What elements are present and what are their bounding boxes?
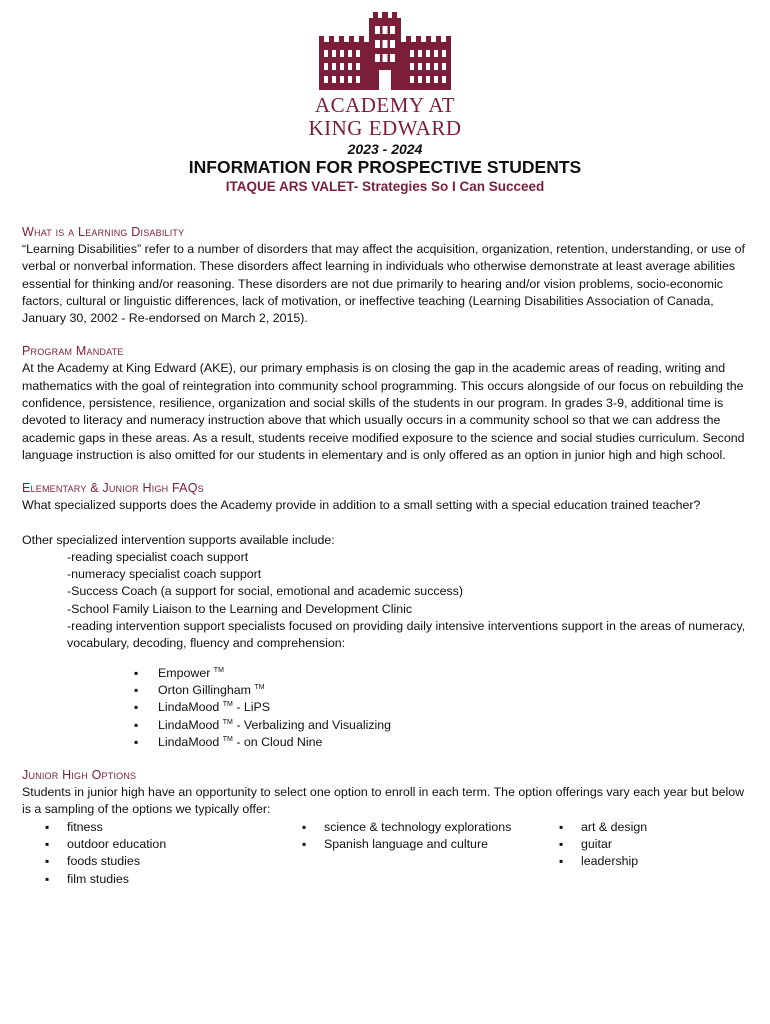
page-title: INFORMATION FOR PROSPECTIVE STUDENTS — [188, 157, 582, 177]
trademark-mark: TM — [254, 683, 265, 691]
logo-text-line1: ACADEMY AT — [314, 93, 456, 117]
list-item — [134, 734, 750, 751]
list-item: ▪ guitar — [559, 836, 749, 853]
options-column-3 — [559, 819, 749, 871]
list-item — [134, 699, 750, 716]
list-item — [134, 682, 750, 699]
faq-question: What specialized supports does the Academy provide in addition to a small setting with a special education trained teacher? — [22, 498, 701, 513]
list-item: ▪ fitness — [45, 819, 275, 836]
section-heading-options: Junior High Options — [22, 768, 137, 783]
options-columns — [22, 819, 750, 889]
list-item: -numeracy specialist coach support — [67, 567, 262, 582]
program-name: Orton Gillingham — [158, 682, 251, 697]
school-year: 2023 - 2024 — [347, 141, 423, 157]
list-item: ▪ Spanish language and culture — [302, 836, 532, 853]
program-suffix: - on Cloud Nine — [232, 734, 323, 749]
section-heading-program-mandate: Program Mandate — [22, 344, 124, 359]
list-item: ▪ science & technology explorations — [302, 819, 532, 836]
section-heading-faqs: Elementary & Junior High FAQs — [22, 481, 204, 496]
school-logo — [0, 12, 770, 158]
list-item: ▪ foods studies — [45, 853, 275, 870]
document-body — [22, 220, 750, 889]
intervention-programs-list — [22, 665, 750, 751]
options-column-1 — [45, 819, 275, 888]
options-paragraph: Students in junior high have an opportunity to select one option to enroll in each term. The option offerings vary each year but below is a sampling of the options we typically offer: — [22, 785, 745, 817]
program-name: Empower — [158, 665, 211, 680]
list-item: ▪ film studies — [45, 871, 275, 888]
list-item: ▪ leadership — [559, 853, 749, 870]
options-column-2 — [302, 819, 532, 854]
building-logo-icon — [315, 12, 455, 90]
supports-list — [22, 549, 750, 653]
list-item: -reading specialist coach support — [67, 549, 249, 564]
trademark-mark: TM — [222, 735, 233, 743]
spacer — [22, 515, 750, 532]
learning-disability-paragraph: “Learning Disabilities” refer to a number of disorders that may affect the acquisition, organization, retention, understanding, or use of verbal or nonverbal information. These disorders affect learning in individuals who otherwise demonstrate at least average abilities essential for thinking and/or reasoning. These disorders are not due primarily to hearing and/or vision problems, socio-economic factors, cultural or linguistic differences, lack of motivation, or ineffective teaching (Learning Disabilities Association of Canada, January 30, 2002 - Re-endorsed on March 2, 2015). — [22, 242, 745, 326]
trademark-mark: TM — [213, 666, 224, 674]
list-item: -School Family Liaison to the Learning and Development Clinic — [67, 601, 413, 616]
program-name: LindaMood — [158, 734, 220, 749]
program-name: LindaMood — [158, 700, 220, 715]
list-item: ▪ art & design — [559, 819, 749, 836]
trademark-mark: TM — [222, 718, 233, 726]
list-item: ▪ outdoor education — [45, 836, 275, 853]
list-item — [134, 717, 750, 734]
list-item: -reading intervention support specialists focused on providing daily intensive interventions support in the areas of numeracy, vocabulary, decoding, fluency and comprehension: — [67, 619, 746, 651]
list-item: -Success Coach (a support for social, emotional and academic success) — [67, 584, 463, 599]
program-suffix: - Verbalizing and Visualizing — [232, 717, 392, 732]
program-name: LindaMood — [158, 717, 220, 732]
section-heading-learning-disability: What is a Learning Disability — [22, 225, 185, 239]
list-item — [134, 665, 750, 682]
trademark-mark: TM — [222, 701, 233, 709]
logo-text-line2: KING EDWARD — [308, 116, 462, 140]
supports-intro: Other specialized intervention supports available include: — [22, 532, 335, 547]
program-mandate-paragraph: At the Academy at King Edward (AKE), our primary emphasis is on closing the gap in the academic areas of reading, writing and mathematics with the goal of reintegration into community school programming. This occurs alongside of our focus on rebuilding the confidence, persistence, resilience, organization and social skills of the students in our program. In grades 3-9, additional time is devoted to literacy and numeracy instruction above that which usually occurs in a community school so that we can address the academic gaps in these areas. As a result, students receive modified exposure to the science and social studies curriculum. Second language instruction is also omitted for our students in elementary and is only offered as an option in junior high and high school. — [22, 361, 745, 462]
page-subtitle: ITAQUE ARS VALET- Strategies So I Can Succeed — [225, 179, 545, 194]
program-suffix: - LiPS — [232, 700, 271, 715]
